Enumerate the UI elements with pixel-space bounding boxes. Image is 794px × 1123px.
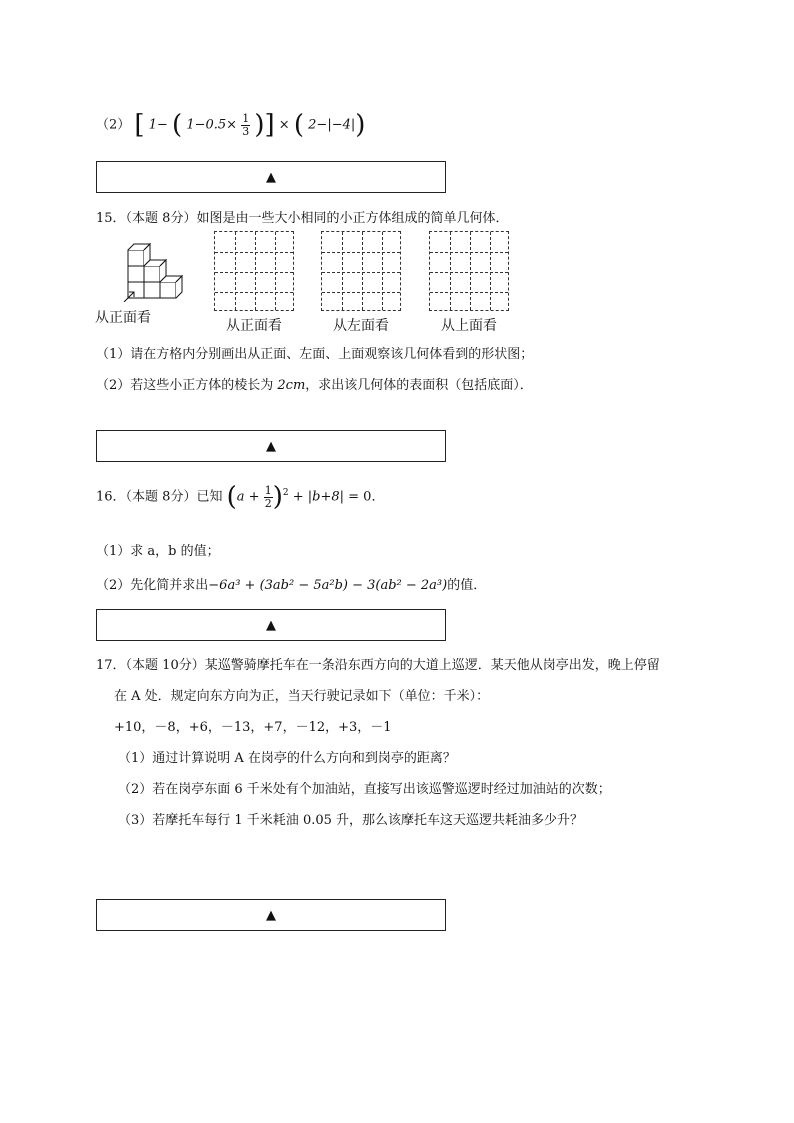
q17-line2: 在 A 处．规定向东方向为正，当天行驶记录如下（单位：千米）： — [114, 689, 490, 704]
cube — [128, 250, 144, 266]
q15-part2 — [96, 374, 533, 393]
grid-top-view[interactable] — [429, 231, 509, 311]
expr-c: × — [278, 117, 290, 133]
cube — [144, 282, 160, 298]
open-paren: ( — [172, 110, 183, 140]
q14-part2-expression: （2） [ 1− ( 1−0.5× $\frac{1}{3}$ )] × ( 2−|−4|) — [96, 110, 366, 140]
fraction-denominator: 3 — [242, 124, 250, 138]
triangle-icon: ▲ — [266, 907, 276, 923]
q17-part3: （3）若摩托车每行 1 千米耗油 0.05 升，那么该摩托车这天巡逻共耗油多少升？ — [118, 813, 584, 828]
triangle-icon: ▲ — [266, 438, 276, 454]
q15-part2-unit: 2cm — [277, 378, 306, 393]
cube — [128, 266, 144, 282]
fraction-numerator: 1 — [264, 483, 272, 497]
grid-caption-left: 从左面看 — [333, 318, 389, 334]
q16-a-var: a — [236, 489, 245, 505]
q16-part1: （1）求 a，b 的值； — [96, 544, 220, 559]
open-paren-2: ( — [293, 110, 304, 140]
fraction-one-half — [264, 485, 273, 510]
grid-left-view[interactable] — [321, 231, 401, 311]
grid-front-view[interactable] — [214, 231, 294, 311]
fraction-numerator: 1 — [242, 111, 250, 125]
close-paren: ) — [272, 482, 283, 512]
close-paren-2: ) — [355, 110, 366, 140]
q16-part2-a: （2）先化简并求出 — [96, 578, 209, 593]
q16-part2-b: 的值． — [447, 578, 487, 593]
expr-d: 2− — [308, 117, 328, 133]
cube — [160, 282, 176, 298]
fraction-one-third — [241, 113, 250, 138]
grid-caption-top: 从上面看 — [441, 318, 497, 334]
close-bracket: ] — [264, 110, 275, 140]
q17-records: +10，－8，+6，－13，+7，－12，+3，－1 — [114, 720, 392, 735]
q17-part1: （1）通过计算说明 A 在岗亭的什么方向和到岗亭的距离？ — [118, 751, 456, 766]
q17-title: 17．（本题 10分）某巡警骑摩托车在一条沿东西方向的大道上巡逻．某天他从岗亭出发，晚上停留 — [96, 658, 660, 673]
q17-part2: （2）若在岗亭东面 6 千米处有个加油站，直接写出该巡警巡逻时经过加油站的次数； — [118, 782, 611, 797]
answer-box-q14[interactable] — [96, 161, 446, 193]
expr-a: 1− — [148, 117, 168, 133]
q16-plus: + — [248, 489, 260, 505]
triangle-icon: ▲ — [266, 617, 276, 633]
q15-part2-b: ，求出该几何体的表面积（包括底面）． — [305, 378, 533, 393]
cube-stack-figure — [112, 240, 192, 302]
q15-part2-a: （2）若这些小正方体的棱长为 — [96, 378, 278, 393]
answer-box-q16[interactable] — [96, 609, 446, 641]
q16-title: 16．（本题 8分）已知 (a + $\frac{1}{2}$ )$^2$ + |b+8| = 0． — [96, 482, 385, 512]
q16-part2-expr: −6a³ + (3ab² − 5a²b) − 3(ab² − 2a³) — [208, 578, 448, 593]
q16-part2 — [96, 574, 486, 593]
q16-title-a: 16．（本题 8分）已知 — [96, 489, 223, 505]
figure-caption: 从正面看 — [95, 310, 151, 326]
q16-tail: = 0． — [348, 489, 385, 505]
q15-part1: （1）请在方格内分别画出从正面、左面、上面观察该几何体看到的形状图； — [96, 347, 534, 362]
triangle-icon: ▲ — [266, 169, 276, 185]
answer-box-q17[interactable] — [96, 899, 446, 931]
expr-b: 1−0.5× — [186, 117, 238, 133]
answer-box-q15[interactable] — [96, 430, 446, 462]
grid-caption-front: 从正面看 — [226, 318, 282, 334]
q15-title: 15．（本题 8分）如图是由一些大小相同的小正方体组成的简单几何体． — [96, 211, 509, 226]
open-paren: ( — [226, 482, 237, 512]
fraction-denominator: 2 — [264, 496, 272, 510]
q16-square: 2 — [282, 488, 289, 499]
q14-part2-label: （2） — [96, 117, 131, 133]
q16-abs-expr: b+8 — [312, 489, 340, 505]
cube — [144, 266, 160, 282]
open-bracket: [ — [134, 110, 145, 140]
expr-e: −4 — [331, 117, 351, 133]
close-paren: ) — [254, 110, 265, 140]
